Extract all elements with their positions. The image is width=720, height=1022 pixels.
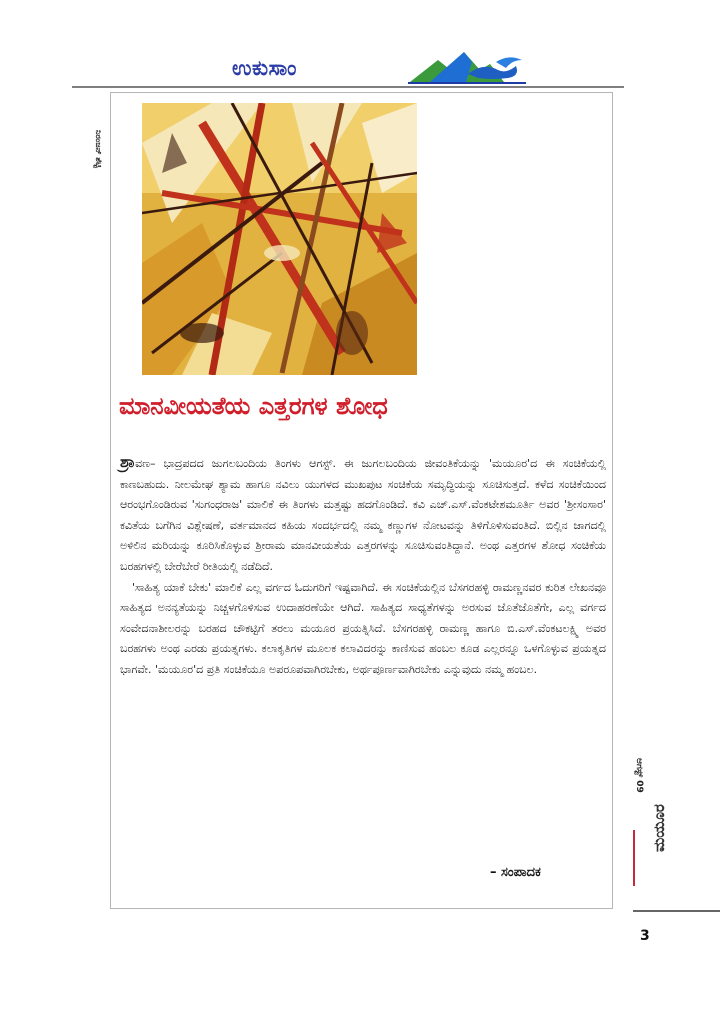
paragraph-1-text: ವಣ– ಭಾದ್ರಪದದ ಜುಗಲಬಂದಿಯ ತಿಂಗಳು ಆಗಸ್ಟ್. ಈ ಜುಗಲಬಂದಿಯ ಜೀವಂತಿಕೆಯನ್ನು 'ಮಯೂರ'ದ ಈ ಸಂಚಿಕೆಯಲ್ಲಿ ಕಾಣಬಹುದು. ನೀಲಮೇಘ ಶ್ಯಾಮ ಹಾಗೂ ನವಿಲು ಯುಗಳದ ಮುಖಪುಟ ಸಂಚಿಕೆಯ ಸಮೃದ್ಧಿಯನ್ನು ಸೂಚಿಸುತ್ತದೆ. ಕಳೆದ ಸಂಚಿಕೆಯಿಂದ ಆರಂಭಗೊಂಡಿರುವ 'ಸುಗಂಧರಾಜ' ಮಾಲಿಕೆ ಈ ತಿಂಗಳು ಮತ್ತಷ್ಟು ಹದಗೊಂಡಿದೆ. ಕವಿ ಎಚ್.ಎಸ್.ವೆಂಕಟೇಶಮೂರ್ತಿ ಅವರ 'ಶ್ರೀಸಂಸಾರ' ಕವಿತೆಯ ಬಗೆಗಿನ ವಿಶ್ಲೇಷಣೆ, ವರ್ತಮಾನದ ಕಹಿಯ ಸಂದರ್ಭದಲ್ಲಿ ನಮ್ಮ ಕಣ್ಣುಗಳ ನೋಟವನ್ನು ತಿಳಿಗೊಳಿಸುವಂತಿದೆ. ಬಿಲ್ಲಿನ ಜಾಗದಲ್ಲಿ ಅಳಿಲಿನ ಮರಿಯನ್ನು ಕೂರಿಸಿಕೊಳ್ಳುವ ಶ್ರೀರಾಮ ಮಾನವೀಯತೆಯ ಎತ್ತರಗಳನ್ನು ಸೂಚಿಸುವಂತಿದ್ದಾನೆ. ಅಂಥ ಎತ್ತರಗಳ ಶೋಧ ಸಂಚಿಕೆಯ ಬರಹಗಳಲ್ಲಿ ಬೇರೆಬೇರೆ ರೀತಿಯಲ್ಲಿ ನಡೆದಿದೆ.: [120, 457, 606, 573]
magazine-name-accent: [633, 830, 635, 886]
page-number: 3: [640, 928, 650, 944]
article-paragraph-2: 'ಸಾಹಿತ್ಯ ಯಾಕೆ ಬೇಕು' ಮಾಲಿಕೆ ಎಲ್ಲ ವರ್ಗದ ಓದುಗರಿಗೆ ಇಷ್ಟವಾಗಿದೆ. ಈ ಸಂಚಿಕೆಯಲ್ಲಿನ ಬೆಸಗರಹಳ್ಳಿ ರಾಮಣ್ಣನವರ ಕುರಿತ ಲೇಖನವೂ ಸಾಹಿತ್ಯದ ಅನನ್ಯತೆಯನ್ನು ನಿಚ್ಚಳಗೊಳಿಸುವ ಉದಾಹರಣೆಯೇ ಆಗಿದೆ. ಸಾಹಿತ್ಯದ ಸಾಧ್ಯತೆಗಳನ್ನು ಅರಸುವ ಜೊತೆಜೊತೆಗೇ, ಎಲ್ಲ ವರ್ಗದ ಸಂವೇದನಾಶೀಲರನ್ನು ಬರಹದ ಚೌಕಟ್ಟಿಗೆ ತರಲು ಮಯೂರ ಪ್ರಯತ್ನಿಸಿದೆ. ಬೆಸಗರಹಳ್ಳಿ ರಾಮಣ್ಣ ಹಾಗೂ ಬಿ.ಎಸ್.ವೆಂಕಟಲಕ್ಷ್ಮಿ ಅವರ ಬರಹಗಳು ಅಂಥ ಎರಡು ಪ್ರಯತ್ನಗಳು. ಕಲಾಕೃತಿಗಳ ಮೂಲಕ ಕಲಾವಿದರನ್ನು ಕಾಣಿಸುವ ಹಂಬಲ ಕೂಡ ಎಲ್ಲರನ್ನೂ ಒಳಗೊಳ್ಳುವ ಪ್ರಯತ್ನದ ಭಾಗವೇ. 'ಮಯೂರ'ದ ಪ್ರತಿ ಸಂಚಿಕೆಯೂ ಅಪರೂಪವಾಗಿರಬೇಕು, ಅರ್ಥಪೂರ್ಣವಾಗಿರಬೇಕು ಎನ್ನುವುದು ನಮ್ಮ ಹಂಬಲ.: [120, 580, 606, 676]
page-number-rule: [633, 910, 720, 912]
header-logo-mountain-wave-icon: [408, 48, 528, 84]
page-header: [72, 46, 624, 88]
editor-signature: – ಸಂಪಾದಕ: [490, 865, 541, 880]
abstract-painting-image: [142, 103, 417, 375]
issue-date: ಆಗಸ್ಟ್ 09: [634, 758, 644, 793]
image-credit: ನಿರಂಜನ್ ಶೆಟ್ಟಿ: [94, 130, 103, 168]
feature-painting: [142, 103, 417, 375]
article-paragraph-1: [120, 452, 606, 578]
magazine-name: ಮಯೂರ: [650, 804, 668, 852]
dropcap: ಶ್ರಾ: [120, 452, 136, 471]
article-body: [120, 452, 606, 681]
article-title: ಮಾನವೀಯತೆಯ ಎತ್ತರಗಳ ಶೋಧ: [119, 392, 388, 420]
header-title: ಉಕುಸಾಂ: [232, 56, 297, 80]
